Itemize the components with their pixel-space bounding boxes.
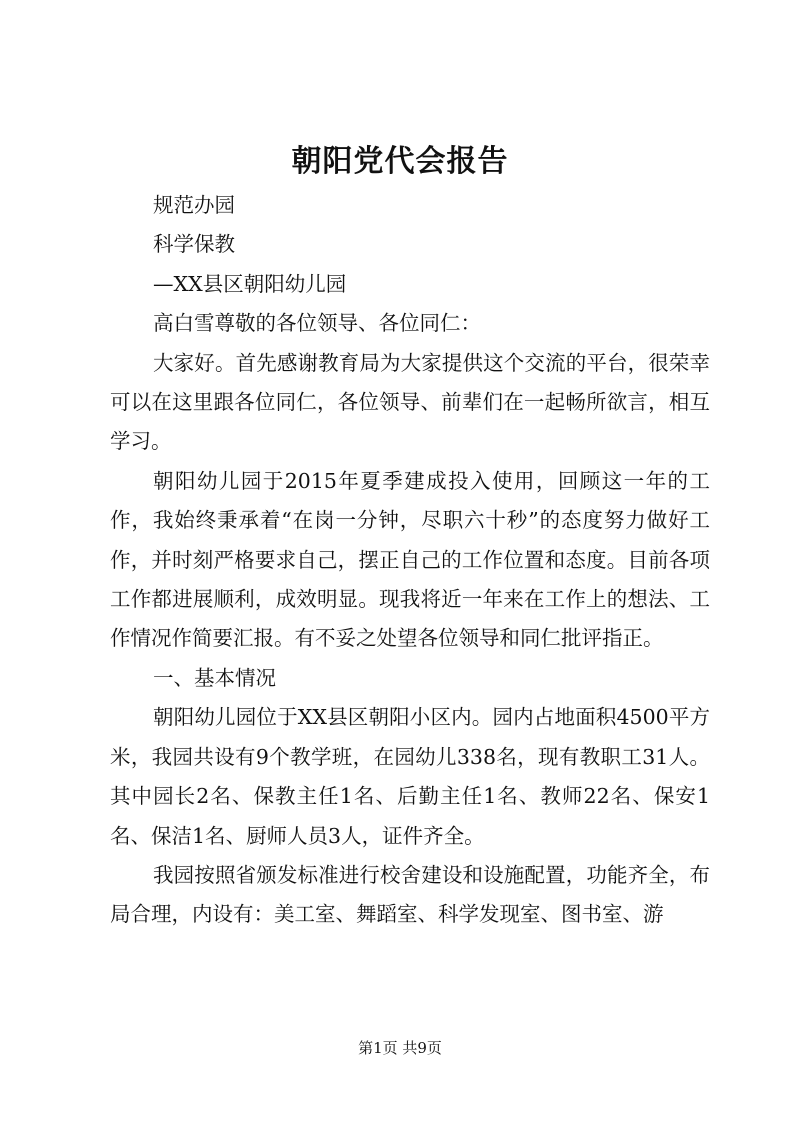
page-footer: 第1页 共9页	[358, 1039, 442, 1057]
paragraph-greeting: 大家好。首先感谢教育局为大家提供这个交流的平台，很荣幸可以在这里跟各位同仁，各位领导、前辈们在一起畅所欲言，相互学习。	[110, 350, 710, 454]
paragraph-basic-info: 朝阳幼儿园位于XX县区朝阳小区内。园内占地面积4500平方米，我园共设有9个教学班，在园幼儿338名，现有教职工31人。其中园长2名、保教主任1名、后勤主任1名、教师22名、保安1名、保洁1名、厨师人员3人，证件齐全。	[110, 705, 710, 848]
section-heading-basic: 一、基本情况	[153, 665, 277, 690]
paragraph-school-name: —XX县区朝阳幼儿园	[153, 271, 347, 296]
paragraph-slogan-2: 科学保教	[153, 232, 236, 257]
document-title: 朝阳党代会报告	[291, 144, 509, 179]
paragraph-facilities: 我园按照省颁发标准进行校舍建设和设施配置，功能齐全，布局合理，内设有：美工室、舞蹈室、科学发现室、图书室、游	[110, 862, 710, 927]
document-body	[110, 186, 710, 935]
paragraph-slogan-1: 规范办园	[153, 193, 236, 217]
paragraph-salutation: 高白雪尊敬的各位领导、各位同仁：	[153, 311, 482, 336]
paragraph-review: 朝阳幼儿园于2015年夏季建成投入使用，回顾这一年的工作，我始终秉承着“在岗一分钟，尽职六十秒”的态度努力做好工作，并时刻严格要求自己，摆正自己的工作位置和态度。目前各项工作都进展顺利，成效明显。现我将近一年来在工作上的想法、工作情况作简要汇报。有不妥之处望各位领导和同仁批评指正。	[110, 468, 710, 651]
